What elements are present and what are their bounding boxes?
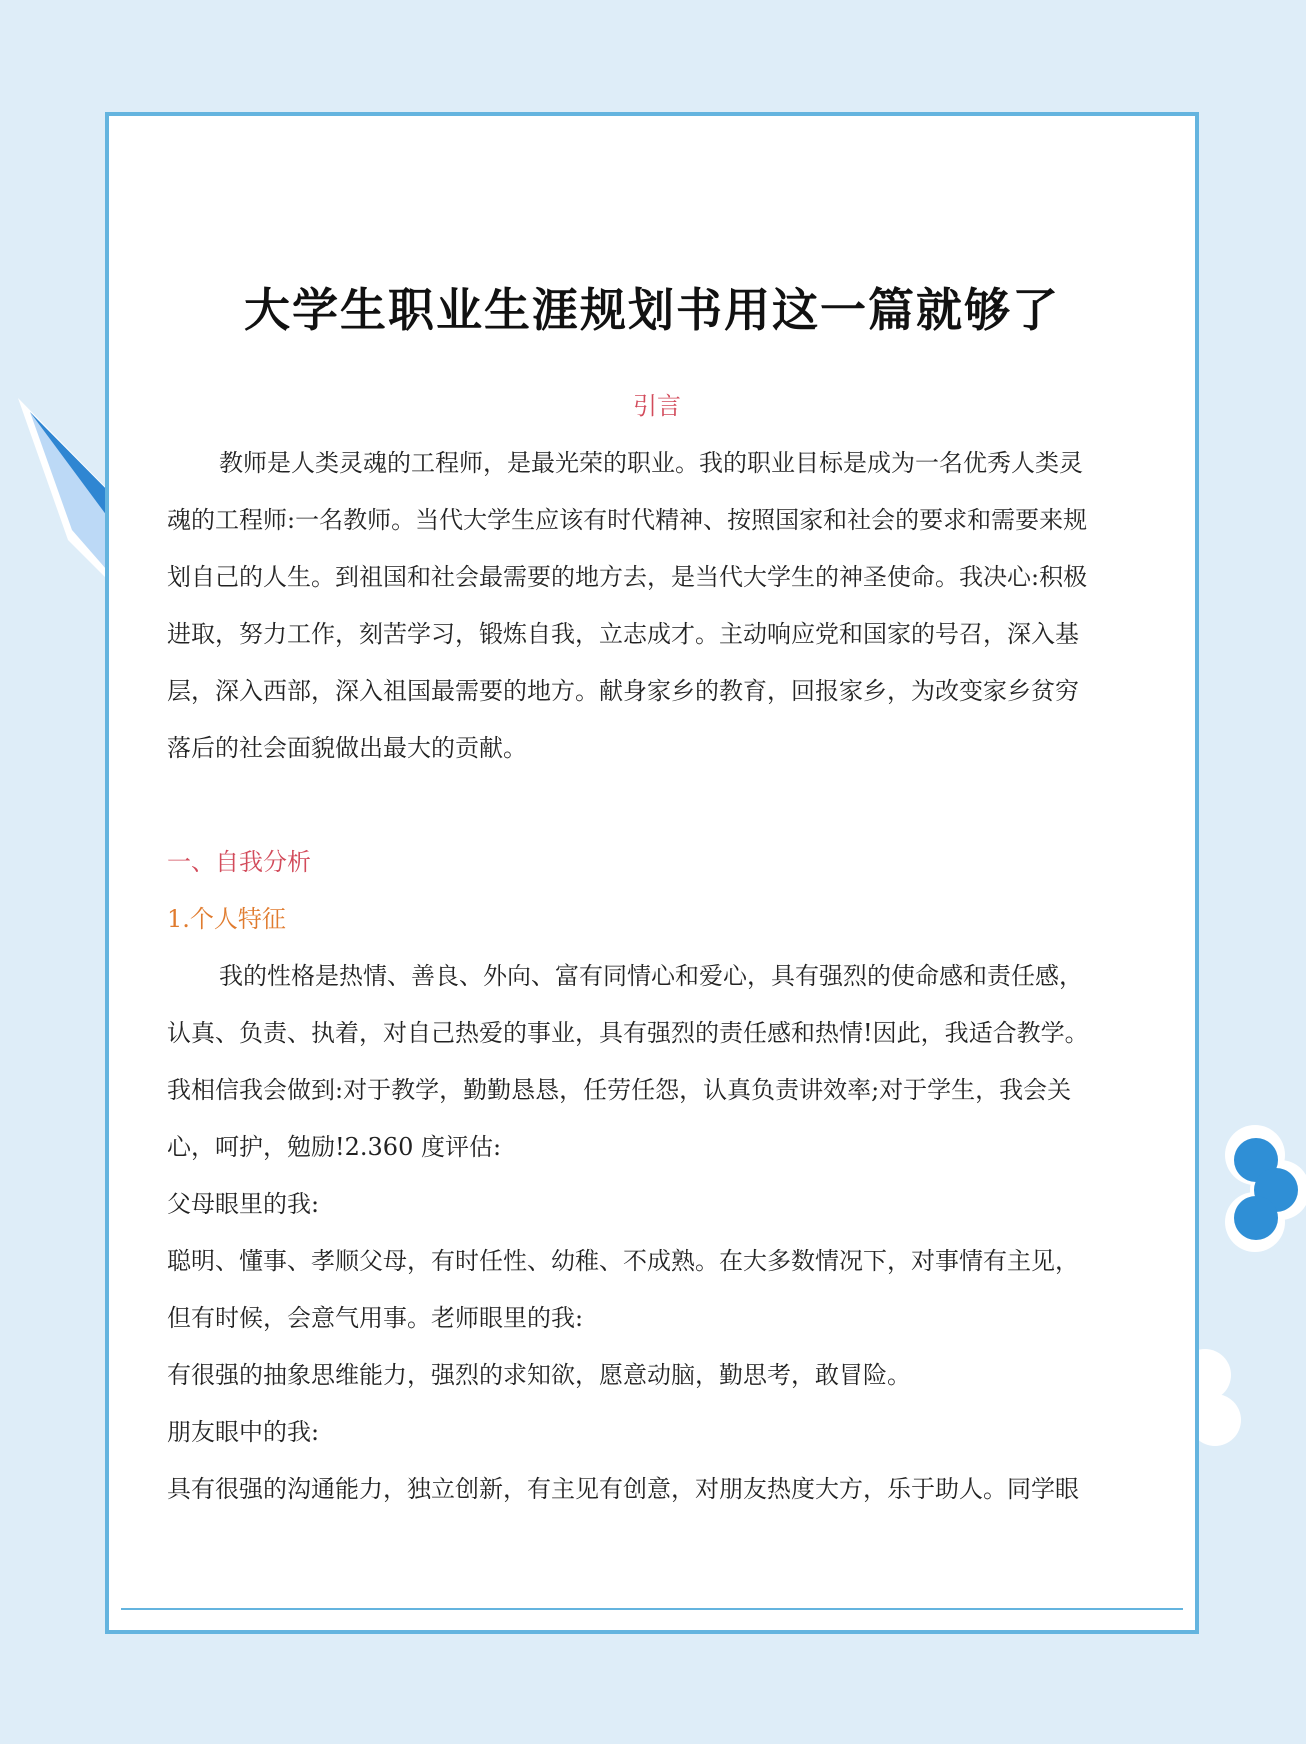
section-spacer <box>167 777 1147 834</box>
traits-paragraph <box>167 948 1147 1176</box>
intro-paragraph <box>167 435 1147 777</box>
parents-line: 但有时候，会意气用事。老师眼里的我: <box>167 1304 584 1332</box>
friends-line: 具有很强的沟通能力，独立创新，有主见有创意，对朋友热度大方，乐于助人。同学眼 <box>167 1475 1079 1503</box>
intro-heading: 引言 <box>633 392 681 420</box>
parents-line: 聪明、懂事、孝顺父母，有时任性、幼稚、不成熟。在大多数情况下，对事情有主见， <box>167 1247 1079 1275</box>
intro-line: 划自己的人生。到祖国和社会最需要的地方去，是当代大学生的神圣使命。我决心:积极 <box>167 563 1088 591</box>
friends-label: 朋友眼中的我: <box>167 1418 320 1446</box>
traits-line: 我相信我会做到:对于教学，勤勤恳恳，任劳任怨，认真负责讲效率;对于学生，我会关 <box>167 1076 1072 1104</box>
traits-line: 心，呵护，勉励!2.360 度评估: <box>167 1133 502 1161</box>
intro-line: 落后的社会面貌做出最大的贡献。 <box>167 734 527 762</box>
subheading-personal-traits: 1.个人特征 <box>167 905 286 933</box>
document-title: 大学生职业生涯规划书用这一篇就够了 <box>244 283 1060 337</box>
traits-line: 认真、负责、执着，对自己热爱的事业，具有强烈的责任感和热情!因此，我适合教学。 <box>167 1019 1089 1047</box>
document-page <box>105 112 1199 1634</box>
section-heading-self-analysis: 一、自我分析 <box>167 848 311 876</box>
bottom-divider <box>121 1608 1183 1610</box>
intro-line: 层，深入西部，深入祖国最需要的地方。献身家乡的教育，回报家乡，为改变家乡贫穷 <box>167 677 1079 705</box>
traits-line: 我的性格是热情、善良、外向、富有同情心和爱心，具有强烈的使命感和责任感， <box>219 962 1083 990</box>
intro-line: 魂的工程师:一名教师。当代大学生应该有时代精神、按照国家和社会的要求和需要来规 <box>167 506 1088 534</box>
teacher-view-line: 有很强的抽象思维能力，强烈的求知欲，愿意动脑，勤思考，敢冒险。 <box>167 1361 911 1389</box>
intro-line: 进取，努力工作，刻苦学习，锻炼自我，立志成才。主动响应党和国家的号召，深入基 <box>167 620 1079 648</box>
intro-line: 教师是人类灵魂的工程师，是最光荣的职业。我的职业目标是成为一名优秀人类灵 <box>219 449 1083 477</box>
document-body <box>167 378 1147 1518</box>
parents-label: 父母眼里的我: <box>167 1190 320 1218</box>
